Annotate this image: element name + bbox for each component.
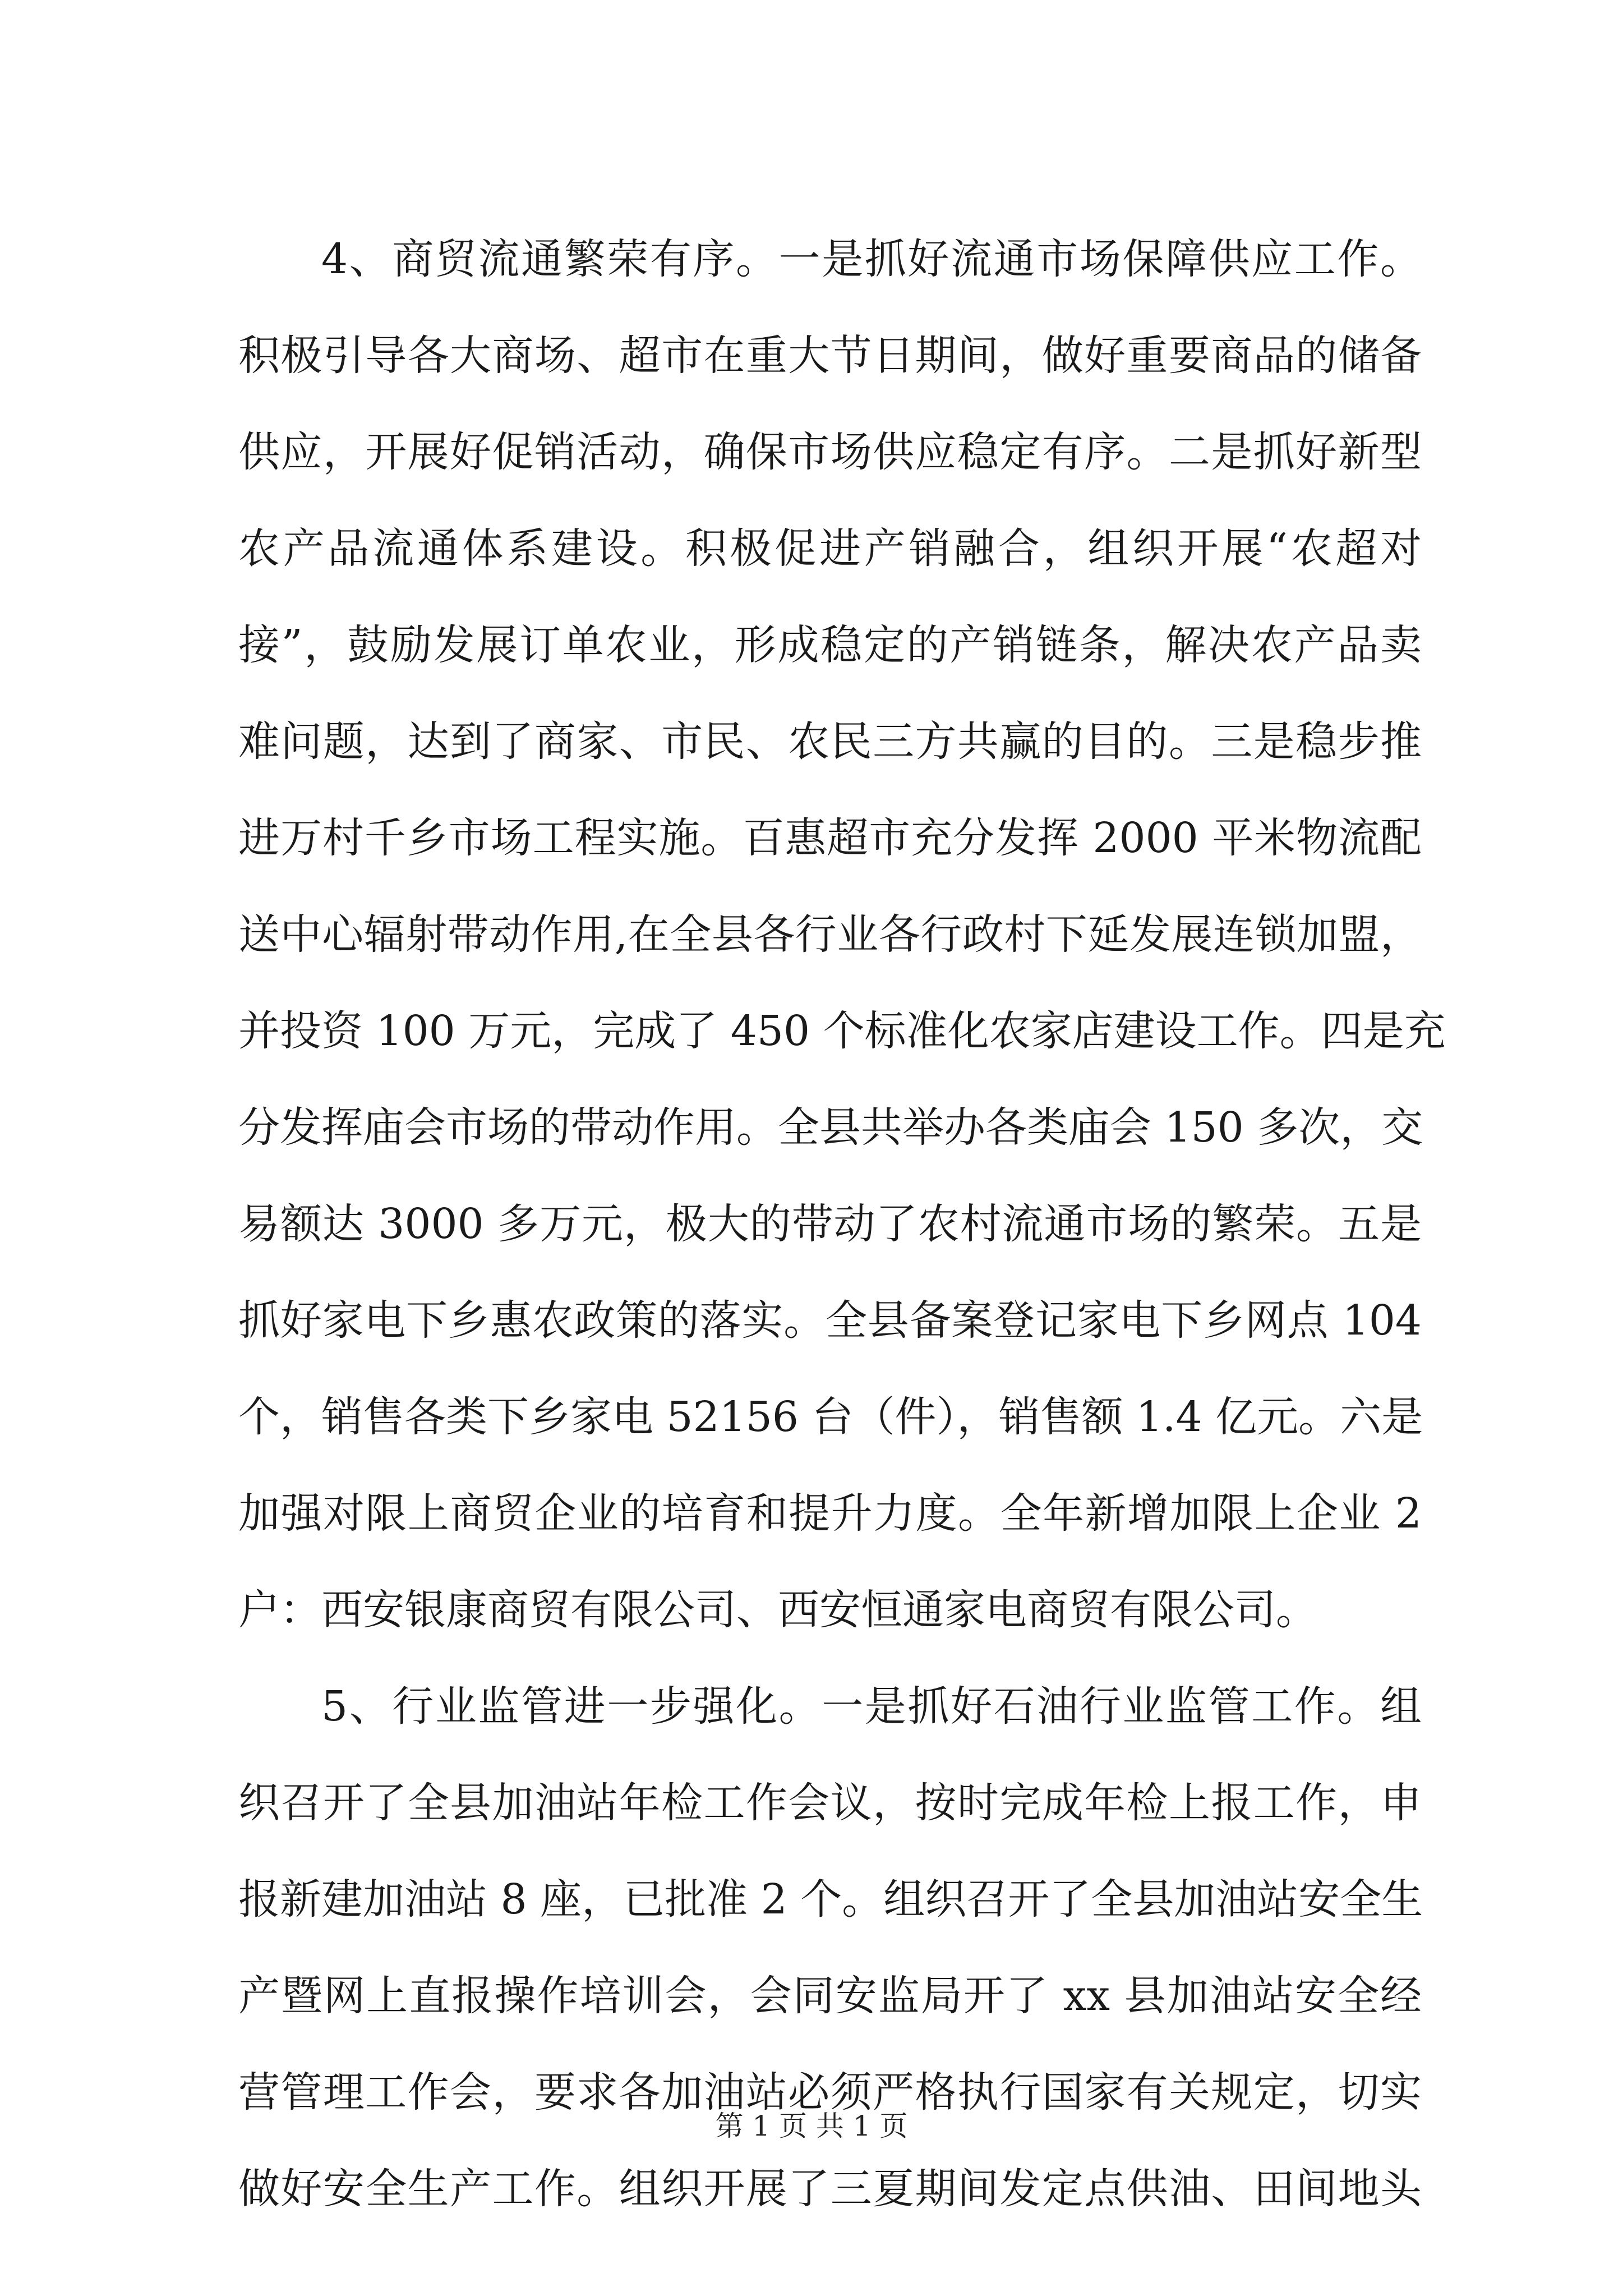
text-line: 抓好家电下乡惠农政策的落实。全县备案登记家电下乡网点 104 bbox=[238, 1296, 1422, 1345]
text-line: 织召开了全县加油站年检工作会议，按时完成年检上报工作，申 bbox=[238, 1779, 1422, 1827]
text-line: 易额达 3000 多万元，极大的带动了农村流通市场的繁荣。五是 bbox=[238, 1200, 1422, 1248]
paragraph-supervision bbox=[238, 1658, 1422, 2237]
text-line: 接”，鼓励发展订单农业，形成稳定的产销链条，解决农产品卖 bbox=[238, 621, 1422, 669]
page-number-label: 第 1 页 共 1 页 bbox=[715, 2110, 908, 2142]
paragraph-commerce bbox=[238, 211, 1446, 1658]
text-line: 难问题，达到了商家、市民、农民三方共赢的目的。三是稳步推 bbox=[238, 717, 1422, 766]
text-line: 产暨网上直报操作培训会，会同安监局开了 xx 县加油站安全经 bbox=[238, 1972, 1422, 2020]
text-line: 积极引导各大商场、超市在重大节日期间，做好重要商品的储备 bbox=[238, 332, 1422, 380]
document-body bbox=[238, 211, 1446, 2237]
text-line: 分发挥庙会市场的带动作用。全县共举办各类庙会 150 多次，交 bbox=[238, 1103, 1423, 1152]
text-line: 报新建加油站 8 座，已批准 2 个。组织召开了全县加油站安全生 bbox=[238, 1875, 1423, 1924]
text-line: 做好安全生产工作。组织开展了三夏期间发定点供油、田间地头 bbox=[238, 2165, 1422, 2213]
text-line: 加强对限上商贸企业的培育和提升力度。全年新增加限上企业 2 bbox=[238, 1489, 1422, 1538]
text-line: 户：西安银康商贸有限公司、西安恒通家电商贸有限公司。 bbox=[238, 1586, 1317, 1634]
text-line: 5、行业监管进一步强化。一是抓好石油行业监管工作。组 bbox=[321, 1682, 1422, 1731]
text-line: 农产品流通体系建设。积极促进产销融合，组织开展“农超对 bbox=[238, 524, 1422, 573]
text-line: 并投资 100 万元，完成了 450 个标准化农家店建设工作。四是充 bbox=[238, 1007, 1446, 1055]
page-footer bbox=[0, 2109, 1623, 2143]
text-line: 供应，开展好促销活动，确保市场供应稳定有序。二是抓好新型 bbox=[238, 428, 1422, 476]
text-line: 进万村千乡市场工程实施。百惠超市充分发挥 2000 平米物流配 bbox=[238, 814, 1422, 862]
text-line: 4、商贸流通繁荣有序。一是抓好流通市场保障供应工作。 bbox=[321, 235, 1422, 283]
text-line: 送中心辐射带动作用,在全县各行业各行政村下延发展连锁加盟， bbox=[238, 910, 1422, 959]
text-line: 营管理工作会，要求各加油站必须严格执行国家有关规定，切实 bbox=[238, 2068, 1422, 2116]
text-line: 个，销售各类下乡家电 52156 台（件），销售额 1.4 亿元。六是 bbox=[238, 1393, 1423, 1441]
